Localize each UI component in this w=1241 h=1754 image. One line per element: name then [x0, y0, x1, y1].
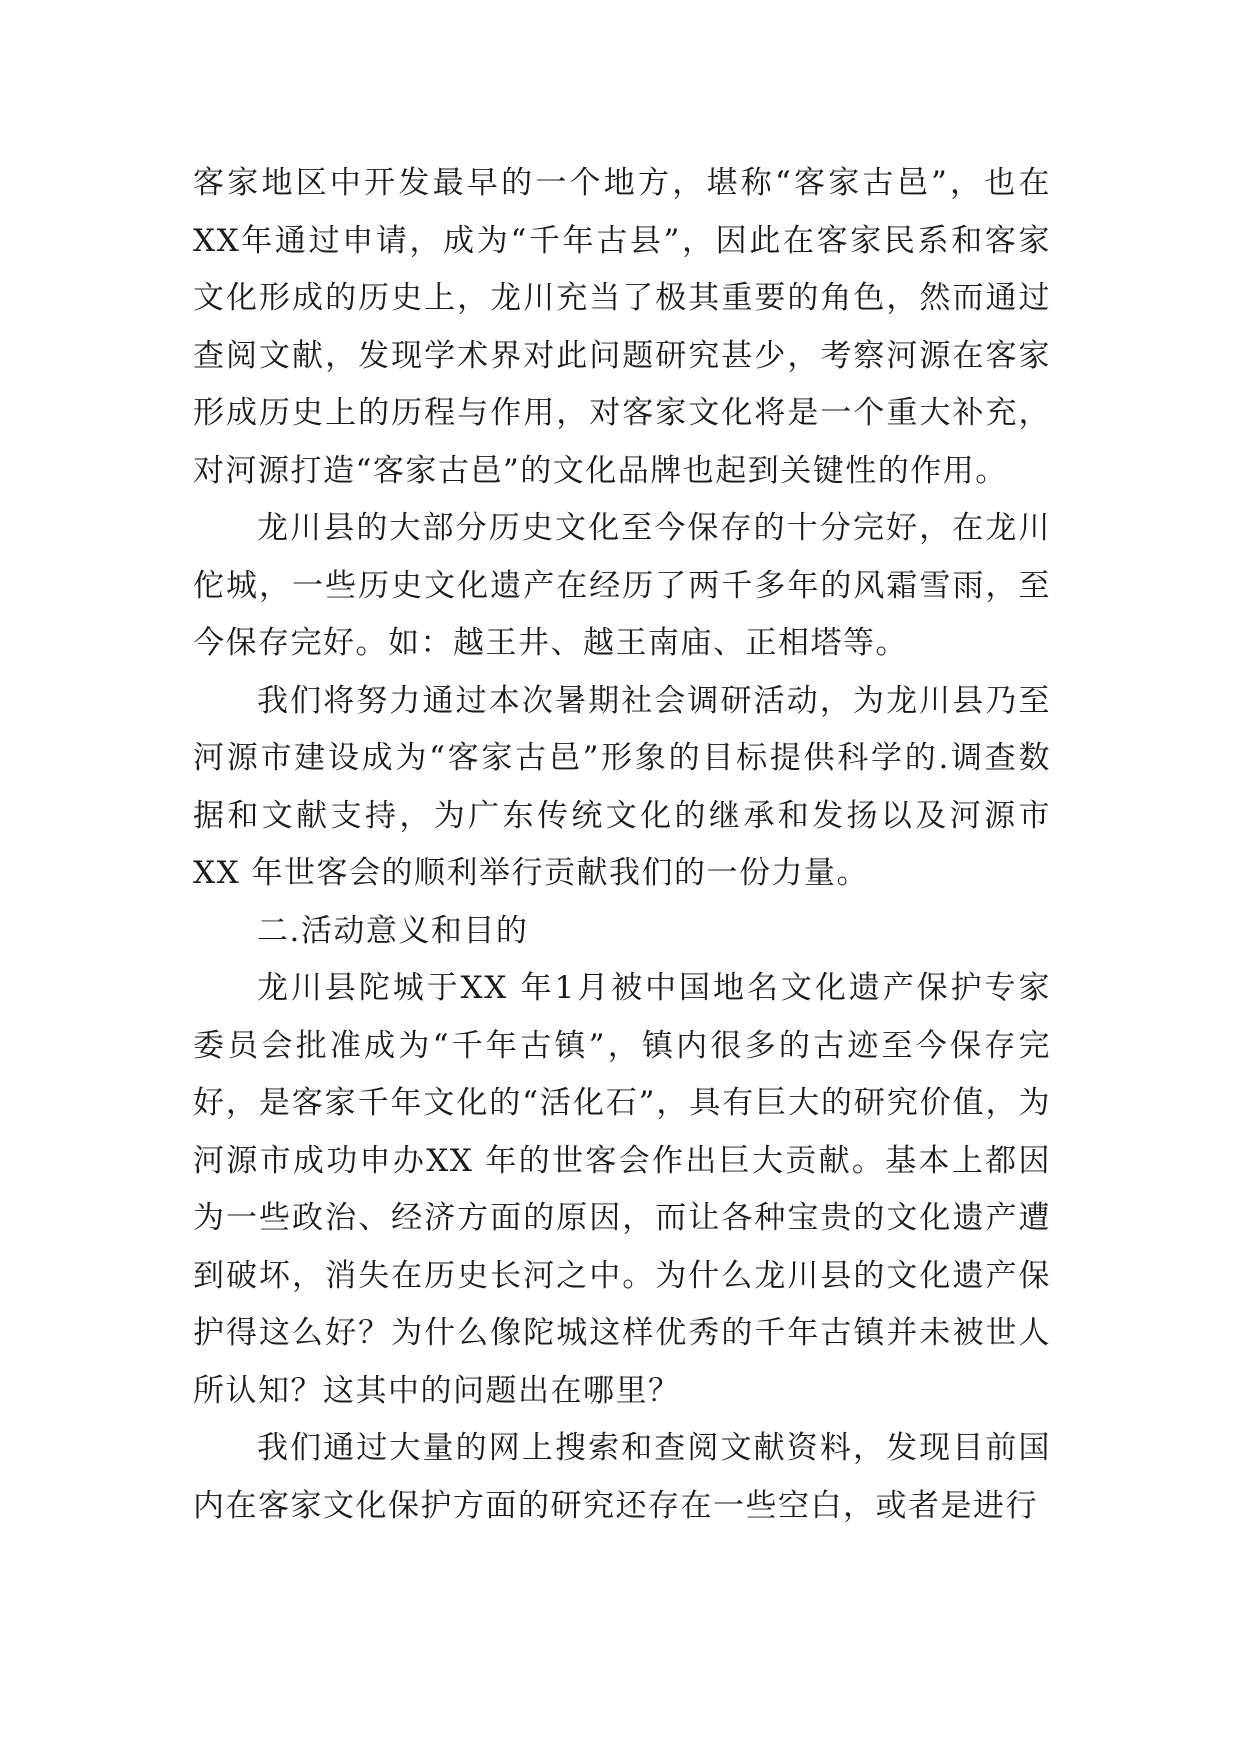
paragraph-tuocheng-town: 龙川县陀城于XX 年1月被中国地名文化遗产保护专家委员会批准成为“千年古镇”，镇内很多的古迹至今保存完好，是客家千年文化的“活化石”，具有巨大的研究价值，为河源市成功申办XX 年的世客会作出巨大贡献。基本上都因为一些政治、经济方面的原因，而让各种宝贵的文化遗产遭到破坏，消失在历史长河之中。为什么龙川县的文化遗产保护得这么好？为什么像陀城这样优秀的千年古镇并未被世人所认知？这其中的问题出在哪里？: [193, 970, 1051, 1409]
paragraph-longchuan-heritage: 龙川县的大部分历史文化至今保存的十分完好，在龙川佗城，一些历史文化遗产在经历了两千多年的风霜雪雨，至今保存完好。如：越王井、越王南庙、正相塔等。: [193, 510, 1051, 661]
paragraph-literature-review: 我们通过大量的网上搜索和查阅文献资料，发现目前国内在客家文化保护方面的研究还存在一些空白，或者是进行: [193, 1430, 1051, 1524]
paragraph-hakka-history: 客家地区中开发最早的一个地方，堪称“客家古邑”，也在XX年通过申请，成为“千年古县”，因此在客家民系和客家文化形成的历史上，龙川充当了极其重要的角色，然而通过查阅文献，发现学术界对此问题研究甚少，考察河源在客家形成历史上的历程与作用，对客家文化将是一个重大补充，对河源打造“客家古邑”的文化品牌也起到关键性的作用。: [193, 165, 1051, 489]
document-page: [193, 155, 1051, 1535]
section-heading-purpose: 二.活动意义和目的: [257, 912, 529, 949]
paragraph-research-goal: 我们将努力通过本次暑期社会调研活动，为龙川县乃至河源市建设成为“客家古邑”形象的目标提供科学的.调查数据和文献支持，为广东传统文化的继承和发扬以及河源市XX 年世客会的顺利举行贡献我们的一份力量。: [193, 682, 1051, 891]
